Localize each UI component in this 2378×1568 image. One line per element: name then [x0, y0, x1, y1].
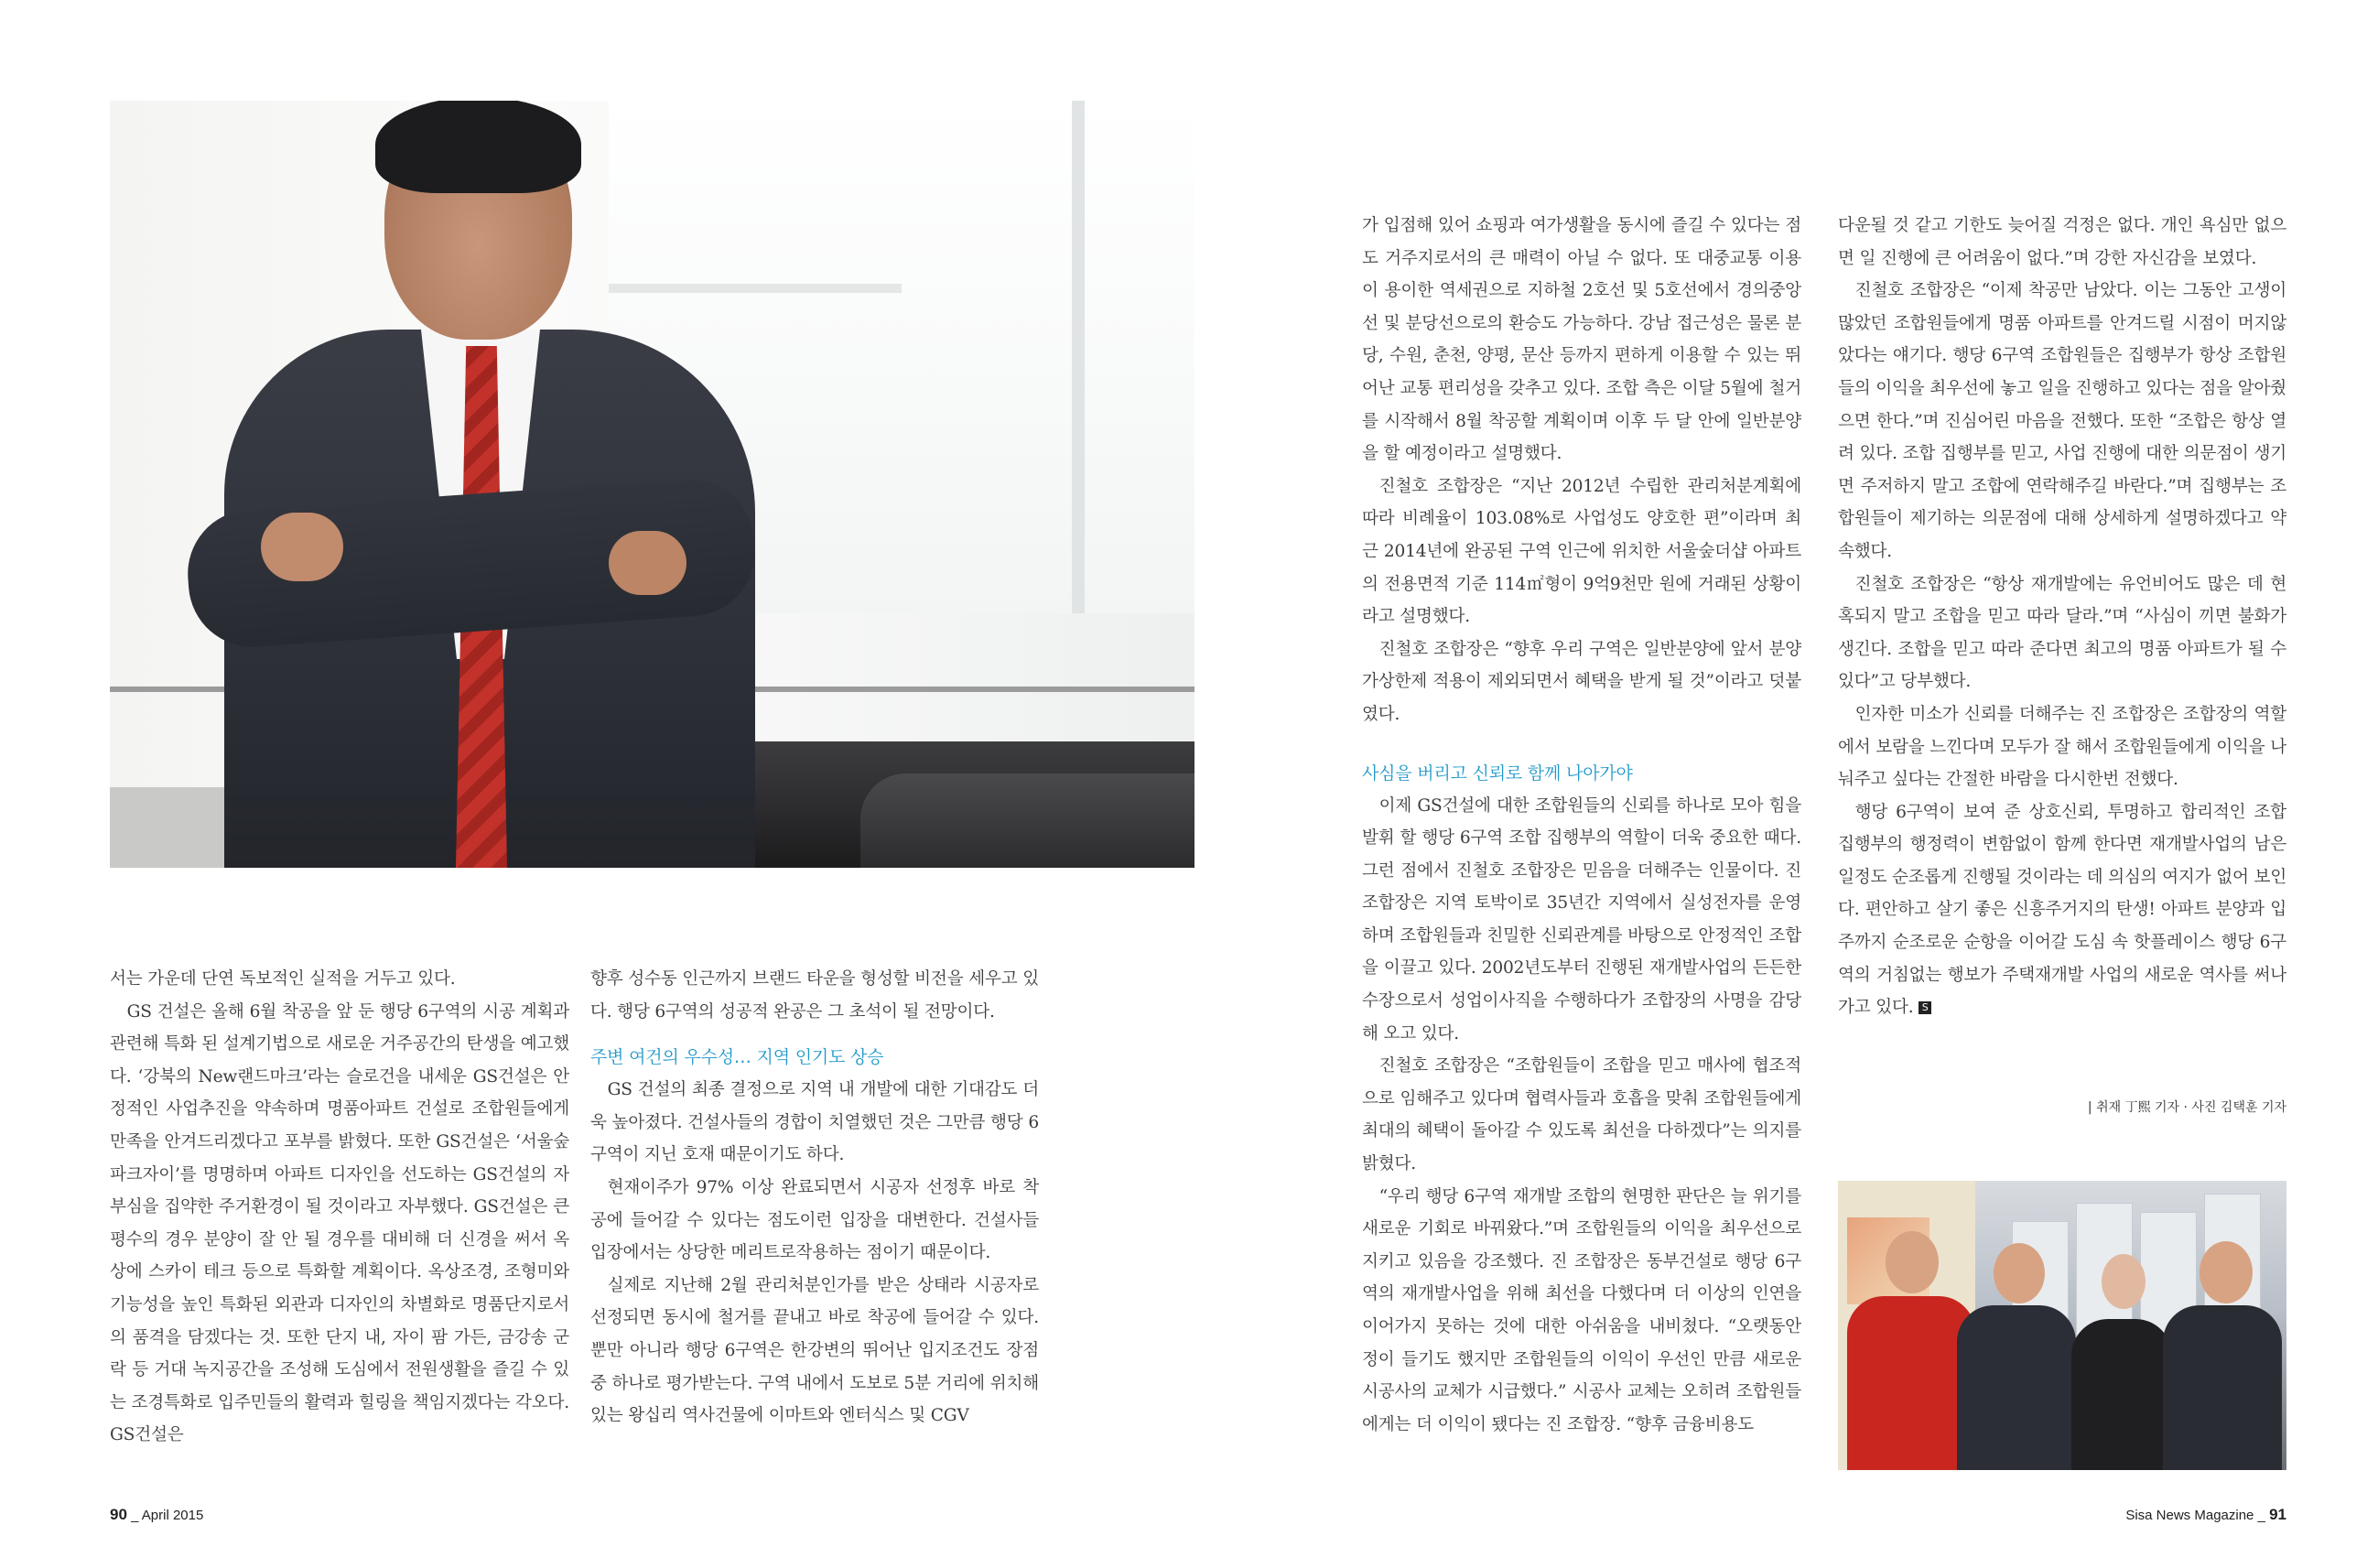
footer-magazine: Sisa News Magazine _: [2125, 1508, 2265, 1523]
paragraph: 서는 가운데 단연 독보적인 실적을 거두고 있다.: [110, 969, 456, 989]
hero-portrait-photo: [110, 101, 1194, 868]
right-footer: [2125, 1506, 2286, 1524]
paragraph: 다운될 것 같고 기한도 늦어질 걱정은 없다. 개인 욕심만 없으면 일 진행에 큰 어려움이 없다.”며 강한 자신감을 보였다.: [1838, 216, 2286, 268]
paragraph: GS 건설은 올해 6월 착공을 앞 둔 행당 6구역의 시공 계획과 관련해 특화 된 설계기법으로 새로운 거주공간의 탄생을 예고했다. ‘강북의 New랜드마크’라는 슬로건을 내세운 GS건설은 안정적인 사업추진을 약속하며 명품아파트 건설로 조합원들에게 만족을 안겨드리겠다고 포부를 밝혔다. 또한 GS건설은 ‘서울숲 파크자이’를 명명하며 아파트 디자인을 선도하는 GS건설의 자부심을 집약한 주거환경이 될 것이라고 자부했다. GS건설은 큰 평수의 경우 분양이 잘 안 될 경우를 대비해 더 신경을 써서 옥상에 스카이 테크 등으로 특화할 계획이다. 옥상조경, 조형미와 기능성을 높인 특화된 외관과 디자인의 차별화로 명품단지로서의 품격을 담겠다는 것. 또한 단지 내, 자이 팜 가든, 금강송 군락 등 거대 녹지공간을 조성해 도심에서 전원생활을 즐길 수 있는 조경특화로 입주민들의 활력과 힐링을 책임지겠다는 각오다. GS건설은: [110, 1001, 569, 1445]
footer-issue: _ April 2015: [131, 1508, 204, 1523]
paragraph: 향후 성수동 인근까지 브랜드 타운을 형성할 비전을 세우고 있다. 행당 6구역의 성공적 완공은 그 초석이 될 전망이다.: [590, 969, 1039, 1022]
paragraph: 현재이주가 97% 이상 완료되면서 시공자 선정후 바로 착공에 들어갈 수 있다는 점도이런 입장을 대변한다. 건설사들 입장에서는 상당한 메리트로작용하는 점이기 때문이다.: [590, 1177, 1039, 1263]
paragraph: [1838, 796, 2286, 1024]
page-number: 90: [110, 1506, 127, 1523]
paragraph: 진철호 조합장은 “지난 2012년 수립한 관리처분계획에 따라 비례율이 103.08%로 사업성도 양호한 편”이라며 최근 2014년에 완공된 구역 인근에 위치한 서울숲더샵 아파트의 전용면적 기준 114㎡형이 9억9천만 원에 거래된 상황이라고 설명했다.: [1362, 476, 1801, 627]
right-column-3: [1362, 210, 1801, 1441]
section-subheading: 주변 여건의 우수성… 지역 인기도 상승: [590, 1047, 884, 1068]
right-column-4: [1838, 210, 2286, 1024]
paragraph: “우리 행당 6구역 재개발 조합의 현명한 판단은 늘 위기를 새로운 기회로 바꿔왔다.”며 조합원들의 이익을 최우선으로 지키고 있음을 강조했다. 진 조합장은 동부건설로 행당 6구역의 재개발사업을 위해 최선을 다했다며 더 이상의 인연을 이어가지 못하는 것에 대한 아쉬움을 내비쳤다. “오랫동안 정이 들기도 했지만 조합원들의 이익이 우선인 만큼 새로운 시공사의 교체가 시급했다.” 시공사 교체는 오히려 조합원들에게는 더 이익이 됐다는 진 조합장. “향후 금융비용도: [1362, 1186, 1801, 1434]
left-column-2: [590, 963, 1039, 1433]
left-column-1: [110, 963, 569, 1452]
page-number: 91: [2269, 1506, 2286, 1523]
left-footer: [110, 1506, 203, 1524]
photo-credit: | 취재 丁熙 기자 · 사진 김택훈 기자: [2087, 1100, 2286, 1115]
paragraph-text: 행당 6구역이 보여 준 상호신뢰, 투명하고 합리적인 조합 집행부의 행정력이 변함없이 함께 한다면 재개발사업의 남은 일정도 순조롭게 진행될 것이라는 데 의심의 여지가 없어 보인다. 편안하고 살기 좋은 신흥주거지의 탄생! 아파트 분양과 입주까지 순조로운 순항을 이어갈 도심 속 핫플레이스 행당 6구역의 거침없는 행보가 주택재개발 사업의 새로운 역사를 써나가고 있다.: [1838, 802, 2286, 1018]
paragraph: 인자한 미소가 신뢰를 더해주는 진 조합장은 조합장의 역할에서 보람을 느낀다며 모두가 잘 해서 조합원들에게 이익을 나눠주고 싶다는 간절한 바람을 다시한번 전했다.: [1838, 704, 2286, 790]
paragraph: 진철호 조합장은 “향후 우리 구역은 일반분양에 앞서 분양가상한제 적용이 제외되면서 혜택을 받게 될 것”이라고 덧붙였다.: [1362, 639, 1801, 724]
paragraph: 가 입점해 있어 쇼핑과 여가생활을 동시에 즐길 수 있다는 점도 거주지로서의 큰 매력이 아닐 수 없다. 또 대중교통 이용이 용이한 역세권으로 지하철 2호선 및 5호선에서 경의중앙선 및 분당선으로의 환승도 가능하다. 강남 접근성은 물론 분당, 수원, 춘천, 양평, 문산 등까지 편하게 이용할 수 있는 뛰어난 교통 편리성을 갖추고 있다. 조합 측은 이달 5월에 철거를 시작해서 8월 착공할 계획이며 이후 두 달 안에 일반분양을 할 예정이라고 설명했다.: [1362, 216, 1801, 464]
group-photo: [1838, 1181, 2286, 1470]
paragraph: 진철호 조합장은 “조합원들이 조합을 믿고 매사에 협조적으로 임해주고 있다며 협력사들과 호흡을 맞춰 조합원들에게 최대의 혜택이 돌아갈 수 있도록 최선을 다하겠다”는 의지를 밝혔다.: [1362, 1056, 1801, 1174]
paragraph: 실제로 지난해 2월 관리처분인가를 받은 상태라 시공자로 선정되면 동시에 철거를 끝내고 바로 착공에 들어갈 수 있다. 뿐만 아니라 행당 6구역은 한강변의 뛰어난 입지조건도 장점 중 하나로 평가받는다. 구역 내에서 도보로 5분 거리에 위치해 있는 왕십리 역사건물에 이마트와 엔터식스 및 CGV: [590, 1275, 1039, 1426]
paragraph: 진철호 조합장은 “이제 착공만 남았다. 이는 그동안 고생이 많았던 조합원들에게 명품 아파트를 안겨드릴 시점이 머지않았다는 얘기다. 행당 6구역 조합원들은 집행부가 항상 조합원들의 이익을 최우선에 놓고 일을 진행하고 있다는 점을 알아줬으면 한다.”며 진심어린 마음을 전했다. 또한 “조합은 항상 열려 있다. 조합 집행부를 믿고, 사업 진행에 대한 의문점이 생기면 주저하지 말고 조합에 연락해주길 바란다.”며 집행부는 조합원들이 제기하는 의문점에 대해 상세하게 설명하겠다고 약속했다.: [1838, 281, 2286, 561]
paragraph: 진철호 조합장은 “항상 재개발에는 유언비어도 많은 데 현혹되지 말고 조합을 믿고 따라 달라.”며 “사심이 끼면 불화가 생긴다. 조합을 믿고 따라 준다면 최고의 명품 아파트가 될 수 있다”고 당부했다.: [1838, 574, 2286, 692]
end-mark-icon: S: [1919, 1001, 1931, 1014]
paragraph: 이제 GS건설에 대한 조합원들의 신뢰를 하나로 모아 힘을 발휘 할 행당 6구역 조합 집행부의 역할이 더욱 중요한 때다. 그런 점에서 진철호 조합장은 믿음을 더해주는 인물이다. 진 조합장은 지역 토박이로 35년간 지역에서 실성전자를 운영하며 조합원들과 친밀한 신뢰관계를 바탕으로 안정적인 조합을 이끌고 있다. 2002년도부터 진행된 재개발사업의 든든한 수장으로서 성업이사직을 수행하다가 조합장의 사명을 감당해 오고 있다.: [1362, 795, 1801, 1044]
paragraph: GS 건설의 최종 결정으로 지역 내 개발에 대한 기대감도 더욱 높아졌다. 건설사들의 경합이 치열했던 것은 그만큼 행당 6구역이 지닌 호재 때문이기도 하다.: [590, 1080, 1039, 1165]
section-subheading: 사심을 버리고 신뢰로 함께 나아가야: [1362, 762, 1633, 784]
